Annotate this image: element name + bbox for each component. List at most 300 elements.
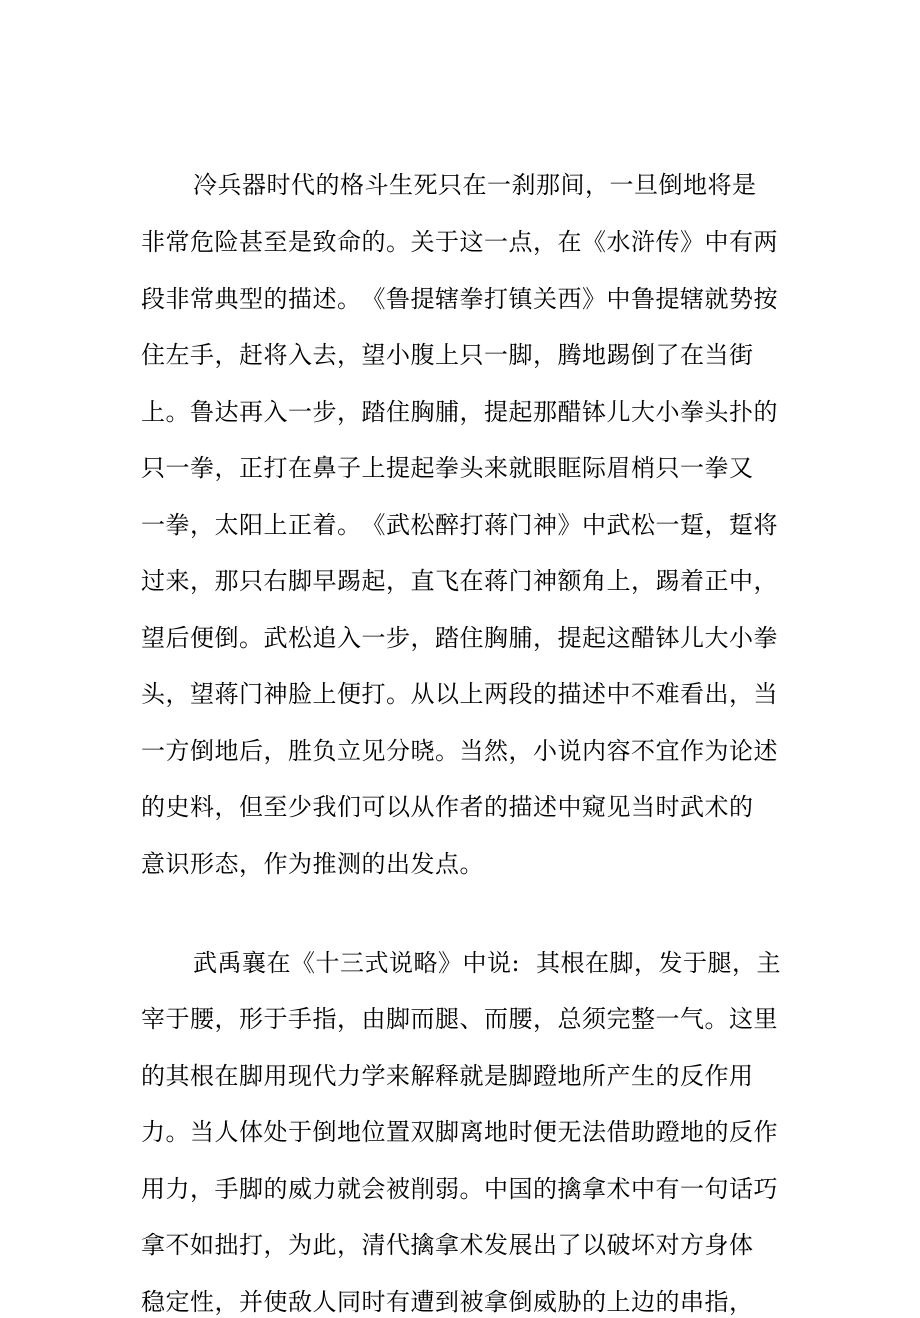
- glyph: 儿: [606, 398, 631, 426]
- glyph: 出: [704, 680, 729, 708]
- glyph: 拳: [435, 454, 459, 482]
- glyph: 住: [459, 624, 484, 652]
- glyph: 从: [410, 680, 435, 708]
- glyph: 常: [165, 228, 190, 256]
- glyph: 论: [729, 737, 753, 765]
- glyph: 只: [141, 454, 165, 482]
- glyph: 人: [312, 1288, 337, 1316]
- glyph: 望: [190, 680, 214, 708]
- glyph: 势: [729, 285, 753, 313]
- glyph: 胸: [484, 624, 508, 652]
- glyph: 小: [533, 737, 557, 765]
- glyph: 两: [484, 680, 508, 708]
- glyph: 那: [214, 567, 239, 595]
- glyph: 的: [533, 1175, 557, 1203]
- glyph: 气: [680, 1005, 704, 1033]
- glyph: 阳: [239, 511, 263, 539]
- glyph: 踏: [361, 398, 386, 426]
- glyph: 型: [239, 285, 263, 313]
- glyph: 时: [655, 793, 680, 821]
- glyph: 述: [753, 737, 778, 765]
- glyph: 松: [288, 624, 312, 652]
- glyph: 其: [165, 1062, 190, 1090]
- glyph: 就: [508, 454, 533, 482]
- glyph: 》: [438, 949, 462, 977]
- glyph: 正: [239, 454, 263, 482]
- glyph: 神: [533, 567, 557, 595]
- glyph: 步: [312, 398, 337, 426]
- glyph: 作: [753, 1118, 778, 1146]
- glyph: 《: [291, 949, 315, 977]
- glyph: 地: [484, 1118, 508, 1146]
- glyph: 中: [484, 1175, 508, 1203]
- glyph: ，: [239, 850, 263, 878]
- glyph: 术: [606, 1175, 631, 1203]
- glyph: 一: [141, 511, 165, 539]
- glyph: 打: [263, 454, 288, 482]
- glyph: 达: [214, 398, 239, 426]
- glyph: 巧: [753, 1175, 778, 1203]
- glyph: 。: [165, 398, 190, 426]
- glyph: 浒: [631, 228, 655, 256]
- glyph: 飞: [435, 567, 459, 595]
- glyph: 作: [435, 793, 459, 821]
- glyph: 中: [606, 285, 631, 313]
- glyph: 小: [729, 624, 753, 652]
- glyph: 点: [435, 850, 459, 878]
- glyph: 指: [704, 1288, 729, 1316]
- glyph: 的: [141, 1062, 165, 1090]
- glyph: 拳: [459, 285, 484, 313]
- glyph: 大: [704, 624, 729, 652]
- glyph: 中: [729, 567, 753, 595]
- glyph: 踏: [435, 624, 459, 652]
- glyph: 里: [753, 1005, 778, 1033]
- glyph: 踢: [655, 567, 680, 595]
- glyph: 中: [557, 793, 582, 821]
- glyph: 再: [239, 398, 263, 426]
- glyph: 上: [361, 454, 386, 482]
- glyph: 清: [361, 1231, 386, 1259]
- glyph: 眶: [557, 454, 582, 482]
- glyph: 》: [680, 228, 704, 256]
- glyph: 襄: [242, 949, 266, 977]
- glyph: 根: [560, 949, 585, 977]
- glyph: ，: [214, 1288, 239, 1316]
- glyph: 有: [655, 1175, 680, 1203]
- glyph: 提: [410, 285, 435, 313]
- glyph: 段: [141, 285, 165, 313]
- glyph: 的: [361, 228, 386, 256]
- glyph: 倒: [214, 624, 239, 652]
- glyph: 武: [606, 511, 631, 539]
- glyph: 将: [263, 341, 288, 369]
- glyph: 松: [631, 511, 655, 539]
- glyph: 踅: [680, 511, 704, 539]
- glyph: ，: [459, 398, 484, 426]
- glyph: 《: [361, 285, 386, 313]
- glyph: ，: [214, 454, 239, 482]
- glyph: 头: [459, 454, 484, 482]
- glyph: 踢: [337, 567, 361, 595]
- glyph: ，: [729, 1288, 753, 1316]
- glyph: 略: [413, 949, 438, 977]
- glyph: 提: [386, 454, 410, 482]
- paragraph-2-line-7: [141, 1286, 783, 1318]
- glyph: ，: [214, 1005, 239, 1033]
- glyph: 威: [288, 1175, 312, 1203]
- glyph: 当: [753, 680, 778, 708]
- glyph: 便: [337, 680, 361, 708]
- glyph: 拳: [190, 454, 214, 482]
- glyph: 至: [263, 228, 288, 256]
- glyph: 地: [683, 171, 707, 199]
- glyph: 的: [484, 793, 508, 821]
- glyph: 力: [312, 1175, 337, 1203]
- glyph: 踅: [729, 511, 753, 539]
- glyph: 难: [655, 680, 680, 708]
- glyph: 兵: [217, 171, 242, 199]
- glyph: 《: [361, 511, 386, 539]
- glyph: 于: [288, 1118, 312, 1146]
- glyph: 体: [729, 1231, 753, 1259]
- glyph: 以: [582, 1231, 606, 1259]
- glyph: 门: [508, 567, 533, 595]
- glyph: 大: [631, 398, 655, 426]
- glyph: ，: [631, 567, 655, 595]
- glyph: 一: [484, 341, 508, 369]
- glyph: 那: [533, 398, 557, 426]
- glyph: 威: [533, 1288, 557, 1316]
- glyph: 在: [462, 171, 487, 199]
- glyph: 只: [655, 454, 680, 482]
- glyph: 方: [165, 737, 190, 765]
- glyph: 脚: [609, 949, 634, 977]
- glyph: 一: [165, 454, 190, 482]
- glyph: 于: [435, 228, 459, 256]
- glyph: 只: [239, 567, 263, 595]
- paragraph-2-line-5: [141, 1173, 783, 1205]
- glyph: 拿: [141, 1231, 165, 1259]
- glyph: 一: [361, 624, 386, 652]
- glyph: 。: [459, 850, 484, 878]
- glyph: 如: [190, 1231, 214, 1259]
- glyph: 话: [729, 1175, 753, 1203]
- glyph: 辖: [680, 285, 704, 313]
- glyph: 打: [484, 285, 508, 313]
- glyph: 钵: [582, 398, 606, 426]
- glyph: 的: [361, 850, 386, 878]
- glyph: 来: [484, 454, 508, 482]
- glyph: 为: [288, 1231, 312, 1259]
- glyph: 内: [582, 737, 606, 765]
- glyph: 描: [508, 793, 533, 821]
- glyph: 中: [606, 680, 631, 708]
- glyph: 胜: [288, 737, 312, 765]
- glyph: 力: [141, 1118, 165, 1146]
- glyph: 关: [533, 285, 557, 313]
- glyph: 一: [655, 511, 680, 539]
- glyph: 是: [288, 228, 312, 256]
- glyph: 擒: [557, 1175, 582, 1203]
- glyph: 入: [263, 398, 288, 426]
- glyph: 提: [484, 398, 508, 426]
- glyph: 见: [606, 793, 631, 821]
- glyph: 门: [508, 511, 533, 539]
- glyph: 鲁: [631, 285, 655, 313]
- glyph: 又: [729, 454, 753, 482]
- glyph: 正: [288, 511, 312, 539]
- glyph: 述: [312, 285, 337, 313]
- glyph: 发: [658, 949, 683, 977]
- paragraph-2-line-4: [141, 1116, 783, 1148]
- glyph: 倒: [190, 737, 214, 765]
- glyph: 反: [729, 1118, 753, 1146]
- glyph: 倒: [508, 1288, 533, 1316]
- glyph: 展: [508, 1231, 533, 1259]
- glyph: 在: [459, 567, 484, 595]
- glyph: 生: [631, 1062, 655, 1090]
- glyph: 十: [315, 949, 340, 977]
- glyph: 踢: [606, 341, 631, 369]
- glyph: 一: [141, 737, 165, 765]
- glyph: 将: [707, 171, 732, 199]
- glyph: 是: [484, 1062, 508, 1090]
- glyph: 上: [459, 680, 484, 708]
- glyph: 倒: [658, 171, 683, 199]
- glyph: 句: [704, 1175, 729, 1203]
- glyph: 解: [410, 1062, 435, 1090]
- glyph: 便: [533, 1118, 557, 1146]
- glyph: 者: [459, 793, 484, 821]
- glyph: 》: [557, 511, 582, 539]
- glyph: 一: [680, 454, 704, 482]
- glyph: 时: [508, 1118, 533, 1146]
- glyph: ，: [410, 624, 435, 652]
- glyph: 由: [361, 1005, 386, 1033]
- glyph: 整: [631, 1005, 655, 1033]
- glyph: 在: [214, 1062, 239, 1090]
- glyph: 敌: [288, 1288, 312, 1316]
- glyph: 于: [263, 1005, 288, 1033]
- glyph: 扑: [729, 398, 753, 426]
- glyph: 当: [631, 793, 655, 821]
- glyph: 手: [288, 1005, 312, 1033]
- glyph: 以: [435, 680, 459, 708]
- glyph: 对: [655, 1231, 680, 1259]
- glyph: 早: [312, 567, 337, 595]
- glyph: 推: [312, 850, 337, 878]
- glyph: 双: [410, 1118, 435, 1146]
- glyph: 然: [484, 737, 508, 765]
- glyph: 出: [386, 850, 410, 878]
- glyph: 其: [536, 949, 560, 977]
- glyph: 一: [609, 171, 634, 199]
- glyph: 用: [263, 1062, 288, 1090]
- glyph: 用: [729, 1062, 753, 1090]
- glyph: 鼻: [312, 454, 337, 482]
- glyph: 脯: [435, 398, 459, 426]
- glyph: 离: [459, 1118, 484, 1146]
- glyph: 镇: [508, 285, 533, 313]
- glyph: 段: [508, 680, 533, 708]
- glyph: 料: [190, 793, 214, 821]
- glyph: 提: [557, 624, 582, 652]
- glyph: 望: [141, 624, 165, 652]
- glyph: 在: [680, 341, 704, 369]
- paragraph-2-line-1: [193, 947, 783, 979]
- glyph: 着: [680, 567, 704, 595]
- glyph: 窥: [582, 793, 606, 821]
- glyph: 上: [606, 1288, 631, 1316]
- glyph: 后: [165, 624, 190, 652]
- glyph: 处: [263, 1118, 288, 1146]
- glyph: 这: [729, 1005, 753, 1033]
- glyph: 子: [337, 454, 361, 482]
- glyph: 醉: [435, 511, 459, 539]
- glyph: 会: [361, 1175, 386, 1203]
- glyph: 以: [386, 793, 410, 821]
- glyph: 是: [732, 171, 756, 199]
- glyph: 拳: [753, 624, 778, 652]
- glyph: 神: [263, 680, 288, 708]
- glyph: 为: [704, 737, 729, 765]
- glyph: 生: [389, 171, 413, 199]
- glyph: ，: [732, 949, 756, 977]
- glyph: 那: [536, 171, 560, 199]
- glyph: 拳: [704, 454, 729, 482]
- glyph: 蹬: [655, 1118, 680, 1146]
- glyph: ，: [533, 341, 557, 369]
- glyph: 地: [680, 1118, 704, 1146]
- glyph: 在: [557, 228, 582, 256]
- glyph: 这: [459, 228, 484, 256]
- glyph: 后: [239, 737, 263, 765]
- glyph: 所: [582, 1062, 606, 1090]
- glyph: 打: [361, 680, 386, 708]
- glyph: 地: [557, 1062, 582, 1090]
- glyph: 上: [435, 341, 459, 369]
- glyph: 使: [263, 1288, 288, 1316]
- glyph: 起: [361, 567, 386, 595]
- glyph: 法: [582, 1118, 606, 1146]
- glyph: 一: [487, 171, 511, 199]
- glyph: 的: [655, 1062, 680, 1090]
- glyph: 代: [312, 1062, 337, 1090]
- glyph: ，: [533, 228, 557, 256]
- glyph: 器: [242, 171, 266, 199]
- glyph: 常: [190, 285, 214, 313]
- glyph: 住: [141, 341, 165, 369]
- glyph: 命: [337, 228, 361, 256]
- glyph: 腿: [435, 1005, 459, 1033]
- glyph: 容: [606, 737, 631, 765]
- glyph: 起: [582, 624, 606, 652]
- glyph: 在: [266, 949, 291, 977]
- glyph: 蒋: [214, 680, 239, 708]
- glyph: 发: [410, 850, 435, 878]
- glyph: 脚: [239, 1175, 263, 1203]
- glyph: 的: [315, 171, 340, 199]
- glyph: 追: [312, 624, 337, 652]
- glyph: 提: [655, 285, 680, 313]
- glyph: 述: [582, 680, 606, 708]
- glyph: 宜: [655, 737, 680, 765]
- glyph: 拙: [214, 1231, 239, 1259]
- glyph: 去: [312, 341, 337, 369]
- glyph: 定: [165, 1288, 190, 1316]
- glyph: 险: [214, 228, 239, 256]
- glyph: 按: [753, 285, 778, 313]
- glyph: 了: [557, 1231, 582, 1259]
- glyph: 钵: [655, 624, 680, 652]
- paragraph-2-line-3: [141, 1060, 783, 1092]
- glyph: ，: [263, 737, 288, 765]
- glyph: 来: [386, 1062, 410, 1090]
- glyph: 作: [680, 737, 704, 765]
- glyph: 的: [582, 1288, 606, 1316]
- glyph: 而: [484, 1005, 508, 1033]
- glyph: 过: [141, 567, 165, 595]
- glyph: 上: [141, 398, 165, 426]
- glyph: 宰: [141, 1005, 165, 1033]
- glyph: 武: [386, 511, 410, 539]
- glyph: 起: [410, 454, 435, 482]
- glyph: 入: [337, 624, 361, 652]
- glyph: 点: [508, 228, 533, 256]
- glyph: 体: [239, 1118, 263, 1146]
- glyph: 来: [165, 567, 190, 595]
- glyph: 辖: [435, 285, 459, 313]
- glyph: 鲁: [386, 285, 410, 313]
- glyph: 着: [312, 511, 337, 539]
- glyph: 额: [557, 567, 582, 595]
- glyph: 完: [606, 1005, 631, 1033]
- glyph: ，: [729, 680, 753, 708]
- glyph: 说: [487, 949, 511, 977]
- paragraph-2-line-6: [141, 1229, 783, 1261]
- glyph: 梢: [631, 454, 655, 482]
- glyph: 有: [386, 1288, 410, 1316]
- glyph: ，: [753, 567, 778, 595]
- glyph: 拿: [435, 1231, 459, 1259]
- glyph: 格: [340, 171, 364, 199]
- glyph: 拳: [680, 398, 704, 426]
- glyph: 于: [683, 949, 707, 977]
- glyph: 意: [141, 850, 165, 878]
- glyph: 用: [141, 1175, 165, 1203]
- glyph: 腾: [557, 341, 582, 369]
- glyph: 力: [337, 1062, 361, 1090]
- glyph: 作: [263, 850, 288, 878]
- glyph: ，: [585, 171, 609, 199]
- glyph: 须: [582, 1005, 606, 1033]
- glyph: 产: [606, 1062, 631, 1090]
- glyph: 头: [141, 680, 165, 708]
- glyph: 代: [291, 171, 315, 199]
- glyph: ，: [337, 1005, 361, 1033]
- glyph: 右: [263, 567, 288, 595]
- glyph: 间: [560, 171, 585, 199]
- glyph: 地: [214, 737, 239, 765]
- glyph: 神: [533, 511, 557, 539]
- glyph: 上: [263, 511, 288, 539]
- glyph: 脚: [288, 567, 312, 595]
- glyph: 时: [361, 1288, 386, 1316]
- glyph: 从: [410, 793, 435, 821]
- glyph: 出: [533, 1231, 557, 1259]
- glyph: 。: [704, 1005, 729, 1033]
